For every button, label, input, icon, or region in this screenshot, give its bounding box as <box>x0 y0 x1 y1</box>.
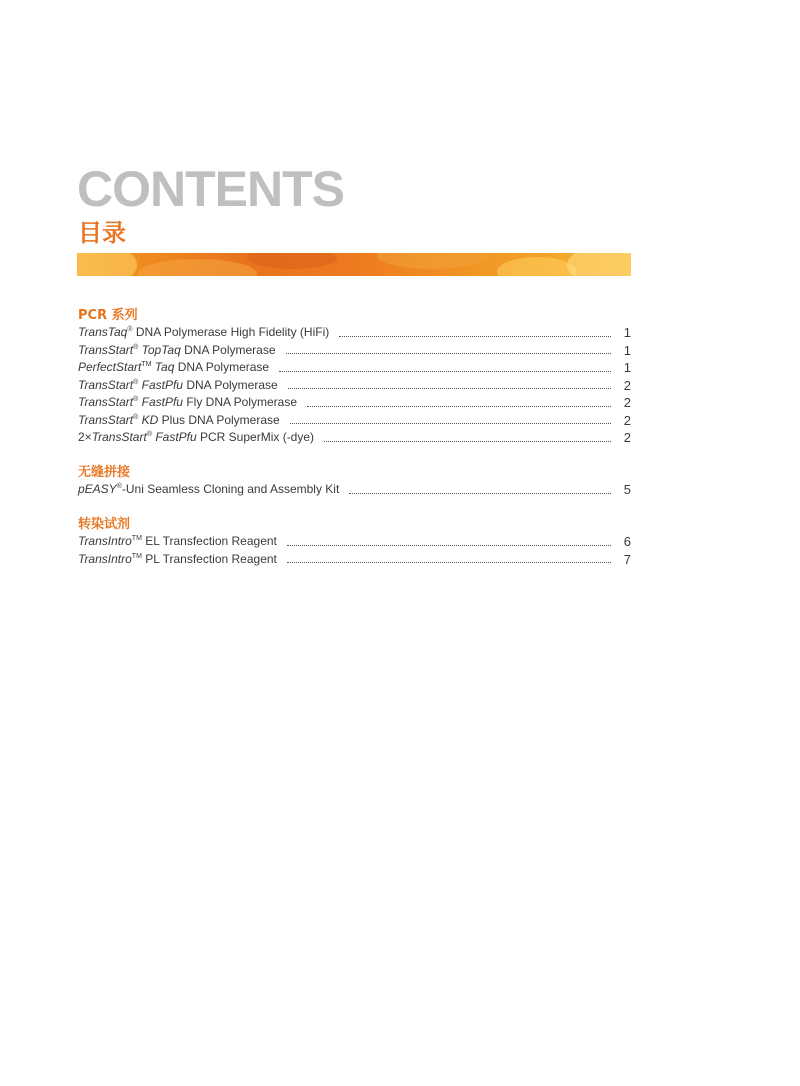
toc-entry[interactable] <box>78 324 631 342</box>
section-title: PCR 系列 <box>78 308 138 323</box>
toc-page-number: 7 <box>623 551 631 567</box>
toc-entry-title-part: Fly DNA Polymerase <box>182 395 298 409</box>
toc-entry-title-part: TM <box>131 535 142 542</box>
toc-entry-title-part: ® <box>127 326 133 333</box>
toc-entry-title-part: -Uni Seamless Cloning and Assembly Kit <box>121 482 340 496</box>
toc-entry-title <box>78 324 329 342</box>
toc-page-number: 2 <box>623 395 631 410</box>
toc-entry-title-part: ® <box>116 483 122 490</box>
dot-leader <box>324 441 611 442</box>
toc-page-number: 1 <box>623 342 631 358</box>
dot-leader <box>279 371 611 372</box>
toc-entry[interactable] <box>78 412 631 430</box>
toc-entry-title-part: TransTaq <box>78 325 128 339</box>
toc-entry-title-part: Taq <box>151 360 175 374</box>
toc-entry-title <box>78 412 280 430</box>
toc-entry-title <box>78 481 339 499</box>
toc-entry[interactable] <box>78 429 631 447</box>
section-transfection <box>78 516 631 568</box>
toc-entry-title-part: TransStart <box>78 377 134 392</box>
toc-page-number: 2 <box>623 377 631 393</box>
toc-entry-title-part: TransIntro <box>78 534 132 548</box>
toc-entry-title <box>78 429 314 447</box>
toc-entry-title-part: 2× <box>78 430 92 444</box>
toc-entry-title-part: DNA Polymerase <box>182 377 278 392</box>
toc-page-number: 1 <box>623 325 631 340</box>
toc-entry-title-part: FastPfu <box>138 377 183 392</box>
toc-entry-title-part: ® <box>133 378 139 386</box>
toc-entry-title-part: pEASY <box>78 482 117 496</box>
toc-entry-title-part: TransStart <box>78 342 134 357</box>
toc-entry-title-part: ® <box>133 413 139 421</box>
toc-entry[interactable] <box>78 359 631 377</box>
toc-entry-title-part: PerfectStart <box>78 360 142 374</box>
toc-page-number: 5 <box>623 482 631 497</box>
toc-entry-title-part: DNA Polymerase <box>180 342 276 357</box>
dot-leader <box>286 353 612 354</box>
toc-entry-title-part: KD <box>138 412 159 427</box>
toc-entry-title-part: TransStart <box>78 412 134 427</box>
section-title: 转染试剂 <box>78 517 131 532</box>
toc-entry-title-part: TransStart <box>91 430 147 444</box>
section-seamless-cloning <box>78 464 631 499</box>
dot-leader <box>339 336 611 337</box>
toc-entry-title-part: DNA Polymerase High Fidelity (HiFi) <box>132 325 330 339</box>
toc-entry[interactable] <box>78 481 631 499</box>
toc-entry-title-part: FastPfu <box>151 430 197 444</box>
toc-entry-title-part: ® <box>133 343 139 351</box>
toc-entry-title-part: EL Transfection Reagent <box>141 534 277 548</box>
dot-leader <box>290 423 611 424</box>
toc-page-number: 2 <box>623 412 631 428</box>
toc-entry-title <box>78 394 297 412</box>
toc-entry-title <box>78 533 277 551</box>
toc-entry-title <box>78 342 276 360</box>
toc-entry-title-part: TM <box>141 361 152 368</box>
toc-entry-title <box>78 377 278 395</box>
toc-entry-title-part: PL Transfection Reagent <box>141 551 277 566</box>
section-pcr <box>78 307 631 447</box>
toc-entry-title-part: FastPfu <box>138 395 183 409</box>
page-title: CONTENTS <box>77 161 344 217</box>
toc-entry[interactable] <box>78 394 631 412</box>
toc-entry-title-part: TopTaq <box>138 342 181 357</box>
toc-entry-title-part: TransIntro <box>78 551 132 566</box>
toc-entry[interactable] <box>78 377 631 395</box>
toc-entry-title-part: Plus DNA Polymerase <box>158 412 280 427</box>
toc-entry-title-part: ® <box>133 396 139 403</box>
toc-entry-title-part: ® <box>146 431 152 438</box>
toc-entry[interactable] <box>78 342 631 360</box>
dot-leader <box>287 545 611 546</box>
toc-entry-title-part: TM <box>131 552 142 560</box>
toc-page-number: 2 <box>623 430 631 445</box>
section-title: 无缝拼接 <box>78 465 131 480</box>
page-subtitle: 目录 <box>78 219 126 247</box>
dot-leader <box>349 493 611 494</box>
toc-entry-title <box>78 359 269 377</box>
toc-entry-title-part: TransStart <box>78 395 134 409</box>
toc-page-number: 6 <box>623 534 631 549</box>
dot-leader <box>307 406 611 407</box>
toc-page-number: 1 <box>623 360 631 375</box>
decorative-banner <box>77 253 631 276</box>
toc-entry-title-part: PCR SuperMix (-dye) <box>196 430 315 444</box>
toc-entry-title <box>78 551 277 569</box>
toc-entry[interactable] <box>78 551 631 569</box>
toc-entry-title-part: DNA Polymerase <box>174 360 270 374</box>
dot-leader <box>287 562 611 563</box>
toc-entry[interactable] <box>78 533 631 551</box>
dot-leader <box>288 388 611 389</box>
